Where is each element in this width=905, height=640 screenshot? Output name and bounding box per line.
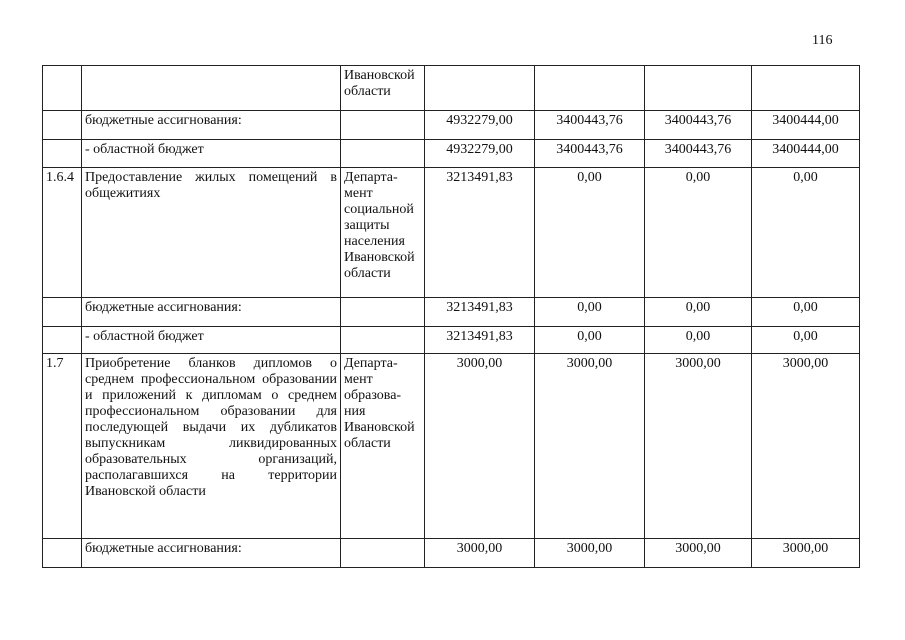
row-code	[43, 140, 82, 168]
row-value-3: 3000,00	[645, 354, 752, 539]
row-value-1: 3213491,83	[425, 298, 535, 327]
table-row	[43, 298, 860, 327]
table-row	[43, 140, 860, 168]
row-value-1: 3000,00	[425, 354, 535, 539]
row-value-4: 3400444,00	[752, 111, 860, 140]
table-row	[43, 327, 860, 354]
row-value-4: 3000,00	[752, 539, 860, 568]
row-department	[341, 111, 425, 140]
row-value-1	[425, 66, 535, 111]
row-department: Департа- мент социальной защиты населения Ивановской области	[341, 168, 425, 298]
table-row	[43, 111, 860, 140]
row-department	[341, 539, 425, 568]
row-value-4: 3400444,00	[752, 140, 860, 168]
row-value-4	[752, 66, 860, 111]
row-value-4: 0,00	[752, 327, 860, 354]
table-row	[43, 354, 860, 539]
row-value-1: 3000,00	[425, 539, 535, 568]
row-value-4: 0,00	[752, 168, 860, 298]
row-value-2	[535, 66, 645, 111]
row-value-3: 3000,00	[645, 539, 752, 568]
row-value-4: 3000,00	[752, 354, 860, 539]
row-name: Предоставление жилых помещений в общежитиях	[82, 168, 341, 298]
row-value-1: 3213491,83	[425, 168, 535, 298]
row-name: бюджетные ассигнования:	[82, 298, 341, 327]
row-value-3: 0,00	[645, 327, 752, 354]
row-code: 1.7	[43, 354, 82, 539]
row-value-3: 3400443,76	[645, 111, 752, 140]
table-row	[43, 66, 860, 111]
row-name: - областной бюджет	[82, 327, 341, 354]
table-row	[43, 168, 860, 298]
row-value-3: 0,00	[645, 298, 752, 327]
row-value-1: 4932279,00	[425, 111, 535, 140]
row-value-3	[645, 66, 752, 111]
row-code	[43, 111, 82, 140]
row-department	[341, 140, 425, 168]
table-row	[43, 539, 860, 568]
row-name: Приобретение бланков дипломов о среднем профессиональном образовании и приложений к дипломам о среднем профессиональном образовании для последующей выдачи их дубликатов выпускникам ликвидированных образовательных организаций, располагавшихся на территории Ивановской области	[82, 354, 341, 539]
row-value-2: 3400443,76	[535, 140, 645, 168]
row-value-2: 0,00	[535, 327, 645, 354]
row-code: 1.6.4	[43, 168, 82, 298]
page-number: 116	[812, 33, 833, 48]
row-name: бюджетные ассигнования:	[82, 539, 341, 568]
row-value-1: 3213491,83	[425, 327, 535, 354]
row-name: - областной бюджет	[82, 140, 341, 168]
row-department: Департа- мент образова- ния Ивановской области	[341, 354, 425, 539]
row-name	[82, 66, 341, 111]
row-code	[43, 298, 82, 327]
budget-table	[42, 65, 860, 568]
row-code	[43, 327, 82, 354]
row-code	[43, 66, 82, 111]
row-value-1: 4932279,00	[425, 140, 535, 168]
row-code	[43, 539, 82, 568]
row-name: бюджетные ассигнования:	[82, 111, 341, 140]
row-value-2: 3000,00	[535, 539, 645, 568]
row-department	[341, 298, 425, 327]
row-value-2: 3000,00	[535, 354, 645, 539]
row-value-2: 0,00	[535, 168, 645, 298]
row-value-2: 3400443,76	[535, 111, 645, 140]
row-department	[341, 327, 425, 354]
row-value-2: 0,00	[535, 298, 645, 327]
row-value-3: 0,00	[645, 168, 752, 298]
row-value-4: 0,00	[752, 298, 860, 327]
row-department: Ивановской области	[341, 66, 425, 111]
row-value-3: 3400443,76	[645, 140, 752, 168]
